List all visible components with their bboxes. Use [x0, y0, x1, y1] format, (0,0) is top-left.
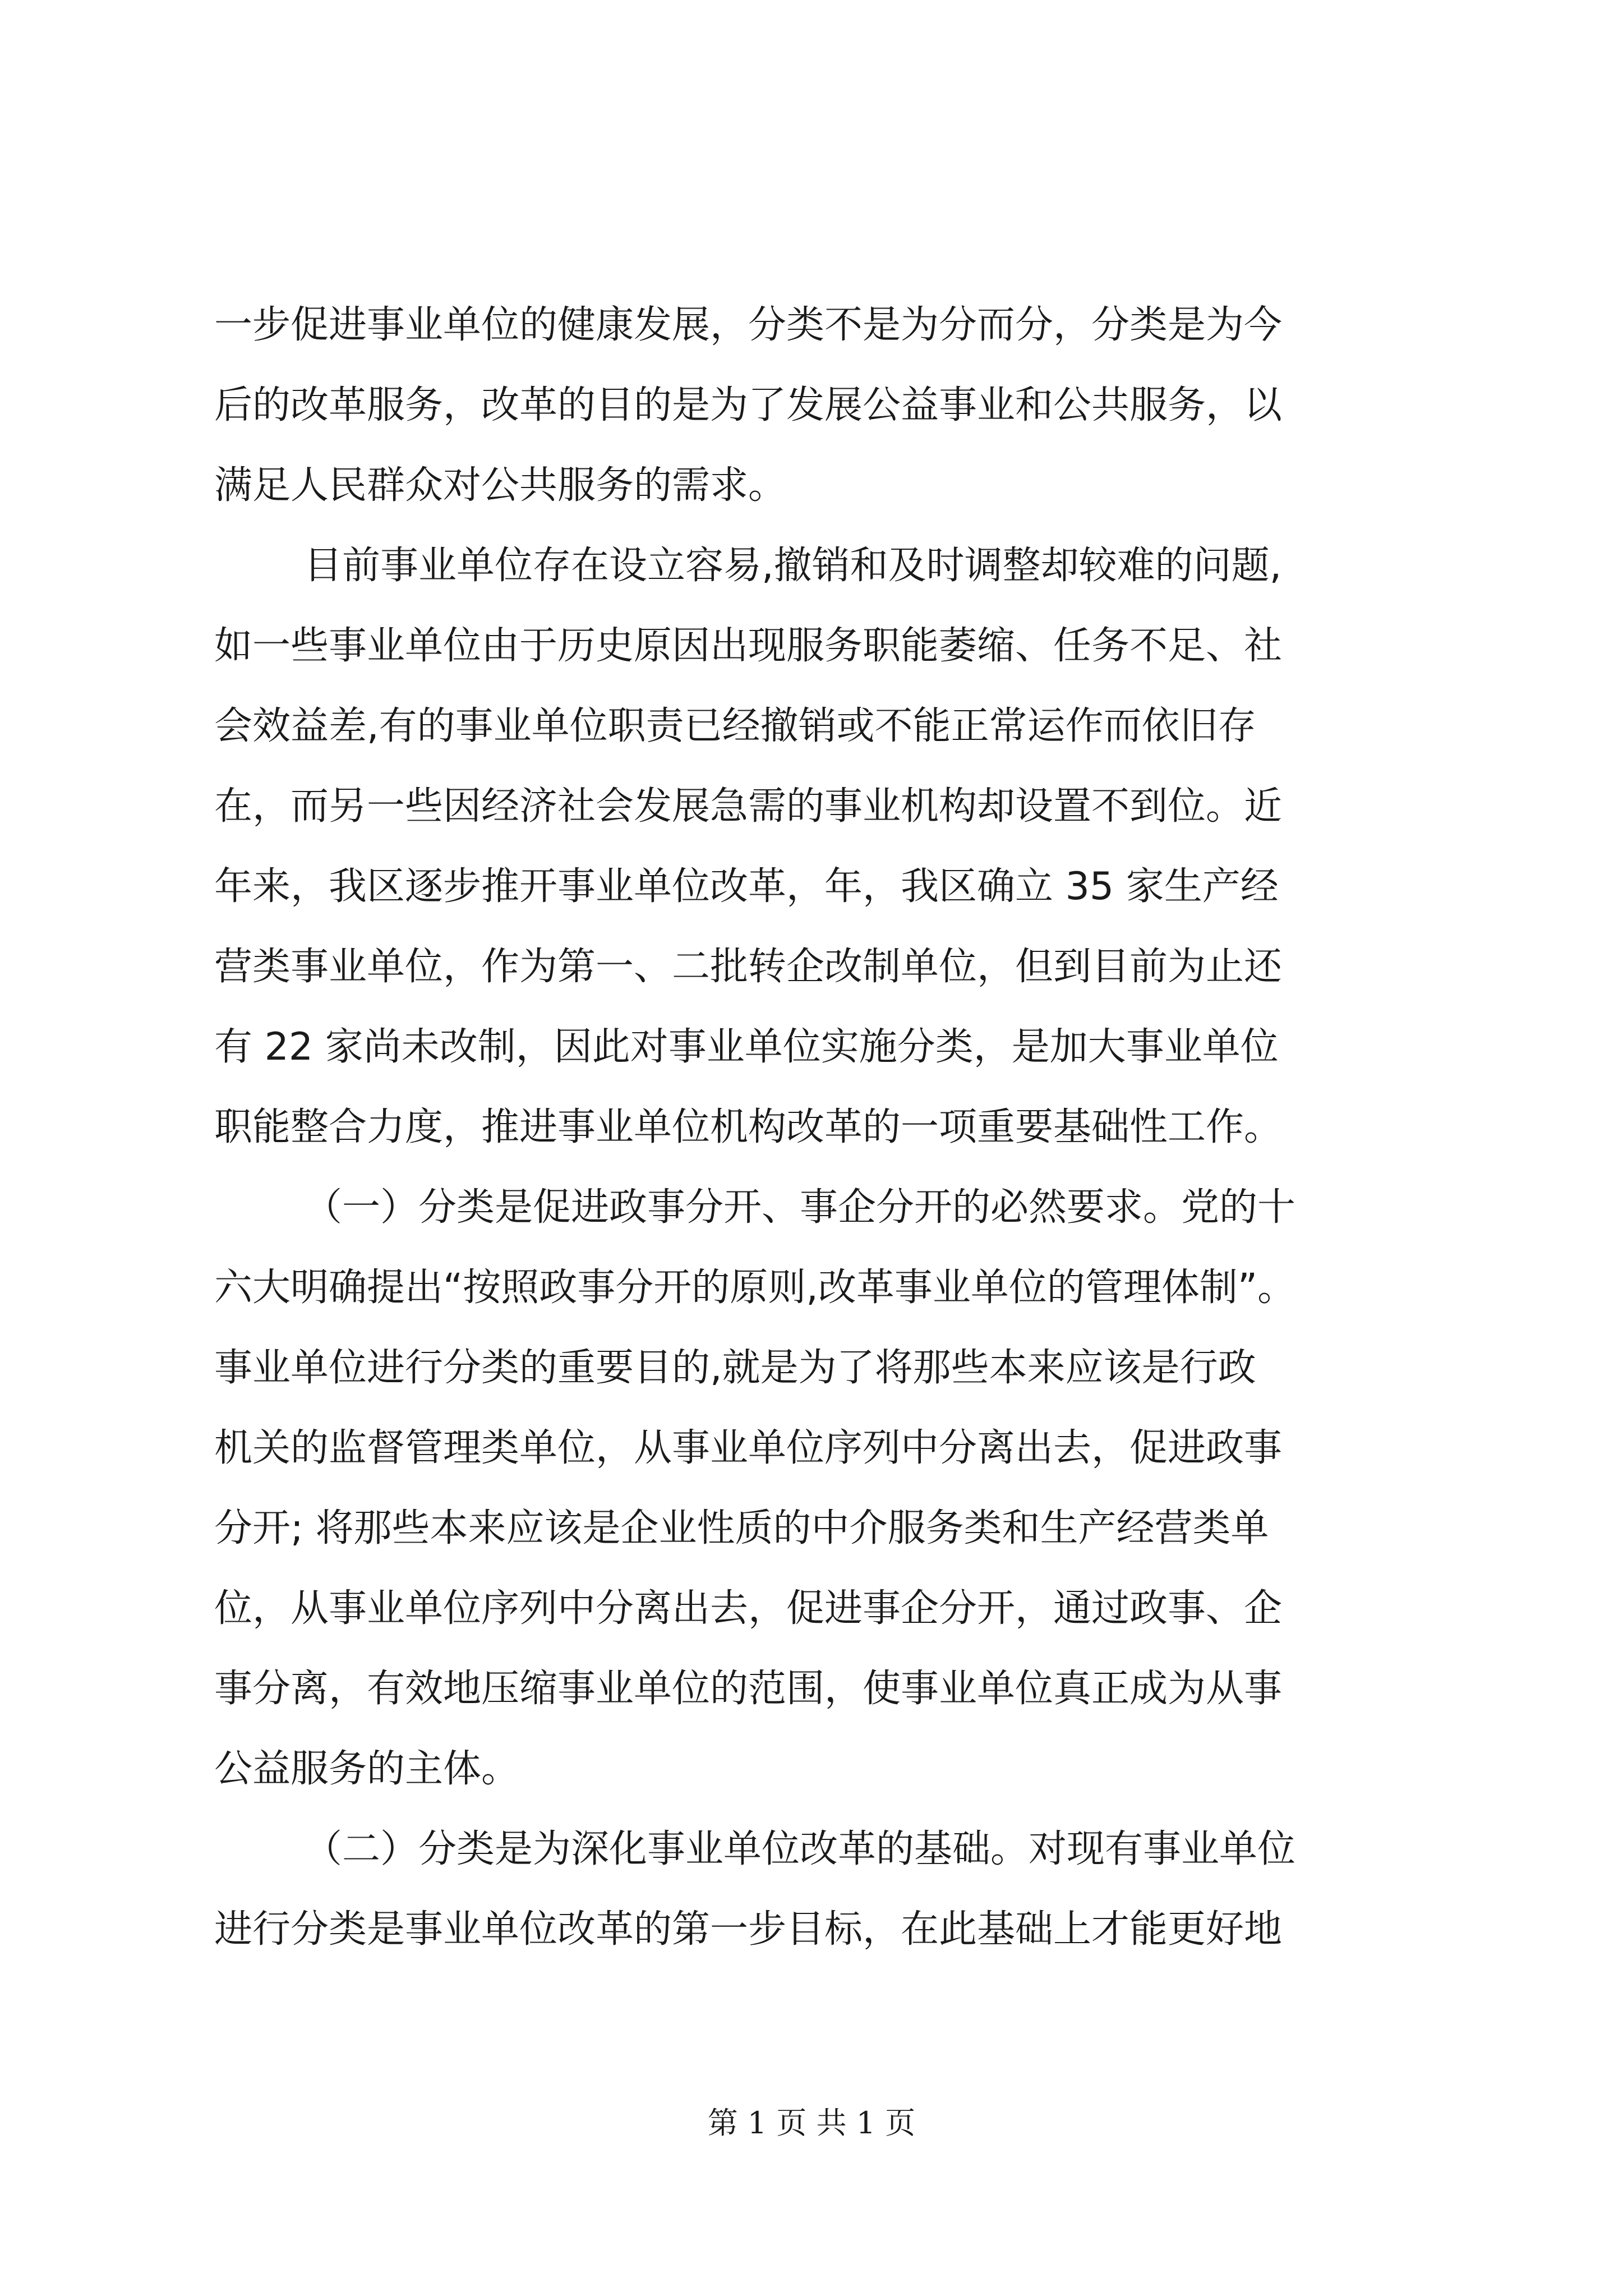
body-line-16: 分开; 将那些本来应该是企业性质的中介服务类和生产经营类单: [214, 1506, 1269, 1550]
body-line-9: 营类事业单位，作为第一、二批转企改制单位，但到目前为止还: [214, 945, 1283, 989]
body-line-7: 在，而另一些因经济社会发展急需的事业机构却设置不到位。近: [214, 784, 1283, 829]
body-line-5: 如一些事业单位由于历史原因出现服务职能萎缩、任务不足、社: [214, 624, 1283, 668]
body-line-10: 有 22 家尚未改制，因此对事业单位实施分类，是加大事业单位: [214, 1025, 1279, 1069]
body-line-12: （一）分类是促进政事分开、事企分开的必然要求。党的十: [304, 1185, 1296, 1230]
body-line-3: 满足人民群众对公共服务的需求。: [214, 463, 787, 508]
body-line-13: 六大明确提出“按照政事分开的原则,改革事业单位的管理体制”。: [214, 1266, 1296, 1310]
body-line-1: 一步促进事业单位的健康发展，分类不是为分而分，分类是为今: [214, 303, 1283, 347]
document-body: [214, 297, 1414, 1982]
body-line-2: 后的改革服务，改革的目的是为了发展公益事业和公共服务，以: [214, 383, 1283, 427]
body-line-8: 年来，我区逐步推开事业单位改革，年，我区确立 35 家生产经: [214, 864, 1279, 909]
body-line-21: 进行分类是事业单位改革的第一步目标，在此基础上才能更好地: [214, 1907, 1283, 1952]
body-line-17: 位，从事业单位序列中分离出去，促进事企分开，通过政事、企: [214, 1586, 1283, 1631]
body-line-20: （二）分类是为深化事业单位改革的基础。对现有事业单位: [304, 1827, 1296, 1871]
body-line-18: 事分离，有效地压缩事业单位的范围，使事业单位真正成为从事: [214, 1667, 1283, 1711]
body-line-15: 机关的监督管理类单位，从事业单位序列中分离出去，促进政事: [214, 1426, 1283, 1470]
body-line-11: 职能整合力度，推进事业单位机构改革的一项重要基础性工作。: [214, 1105, 1283, 1149]
body-line-4: 目前事业单位存在设立容易,撤销和及时调整却较难的问题,: [304, 544, 1282, 588]
page-number-footer: 第 1 页 共 1 页: [707, 2105, 916, 2141]
body-line-19: 公益服务的主体。: [214, 1747, 520, 1791]
body-line-14: 事业单位进行分类的重要目的,就是为了将那些本来应该是行政: [214, 1346, 1256, 1390]
body-line-6: 会效益差,有的事业单位职责已经撤销或不能正常运作而依旧存: [214, 704, 1256, 748]
